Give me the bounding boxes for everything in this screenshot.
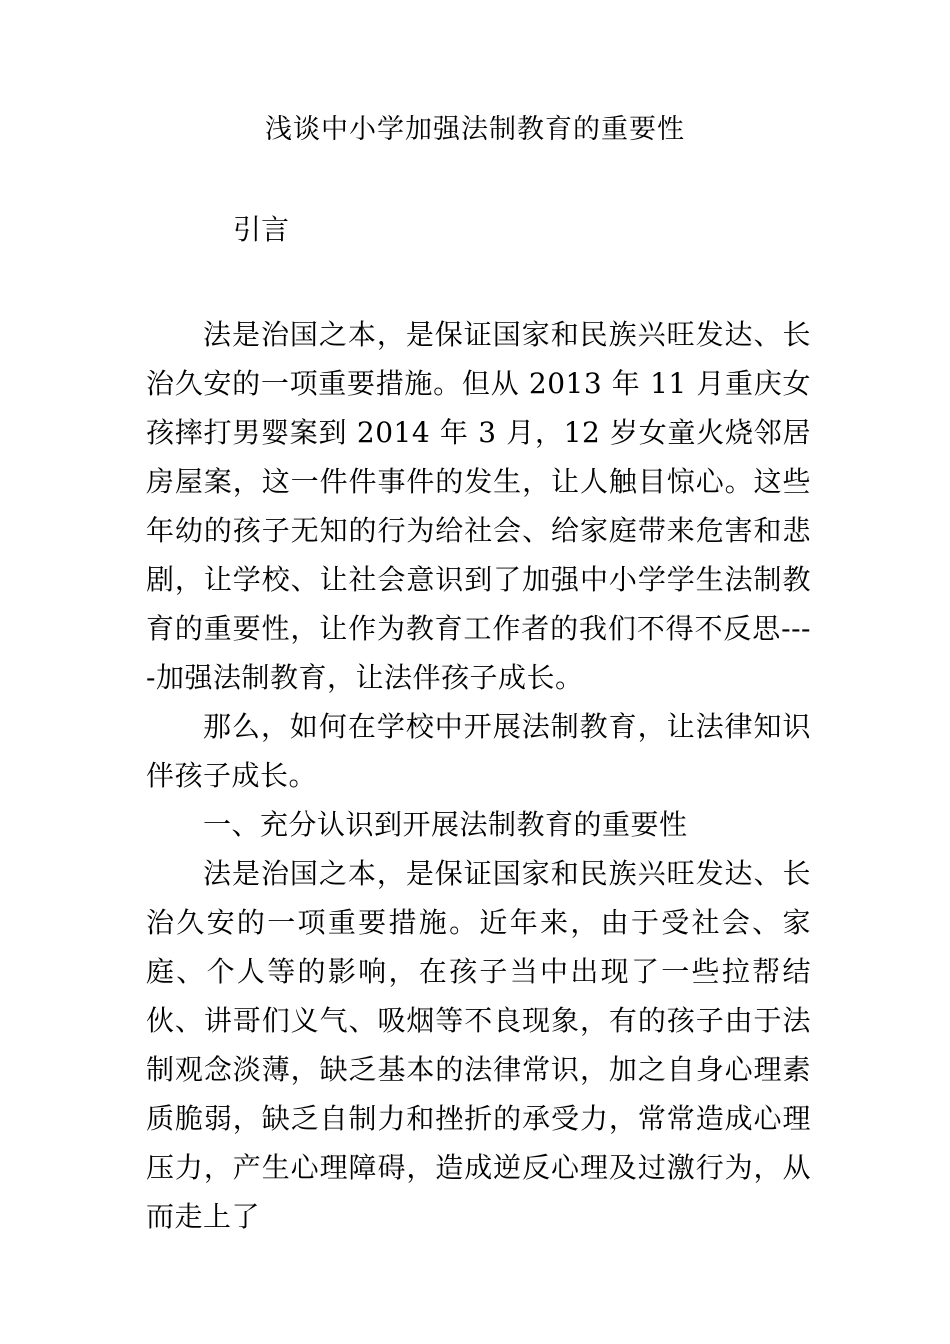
document-title: 浅谈中小学加强法制教育的重要性: [265, 114, 685, 145]
paragraph-section-1: 法是治国之本，是保证国家和民族兴旺发达、长治久安的一项重要措施。近年来，由于受社会、家庭、个人等的影响，在孩子当中出现了一些拉帮结伙、讲哥们义气、吸烟等不良现象，有的孩子由于法制观念淡薄，缺乏基本的法律常识，加之自身心理素质脆弱，缺乏自制力和挫折的承受力，常常造成心理压力，产生心理障碍，造成逆反心理及过激行为，从而走上了: [146, 857, 811, 1233]
paragraph-how: 那么，如何在学校中开展法制教育，让法律知识伴孩子成长。: [146, 710, 811, 792]
section-heading-1: 一、充分认识到开展法制教育的重要性: [203, 808, 688, 841]
intro-heading: 引言: [233, 213, 290, 246]
paragraph-intro: 法是治国之本，是保证国家和民族兴旺发达、长治久安的一项重要措施。但从 2013 年 11 月重庆女孩摔打男婴案到 2014 年 3 月，12 岁女童火烧邻居房屋案，这一件件事件的发生，让人触目惊心。这些年幼的孩子无知的行为给社会、给家庭带来危害和悲剧，让学校、让社会意识到了加强中小学学生法制教育的重要性，让作为教育工作者的我们不得不反思----加强法制教育，让法伴孩子成长。: [146, 318, 811, 694]
body-text: [146, 310, 811, 1241]
